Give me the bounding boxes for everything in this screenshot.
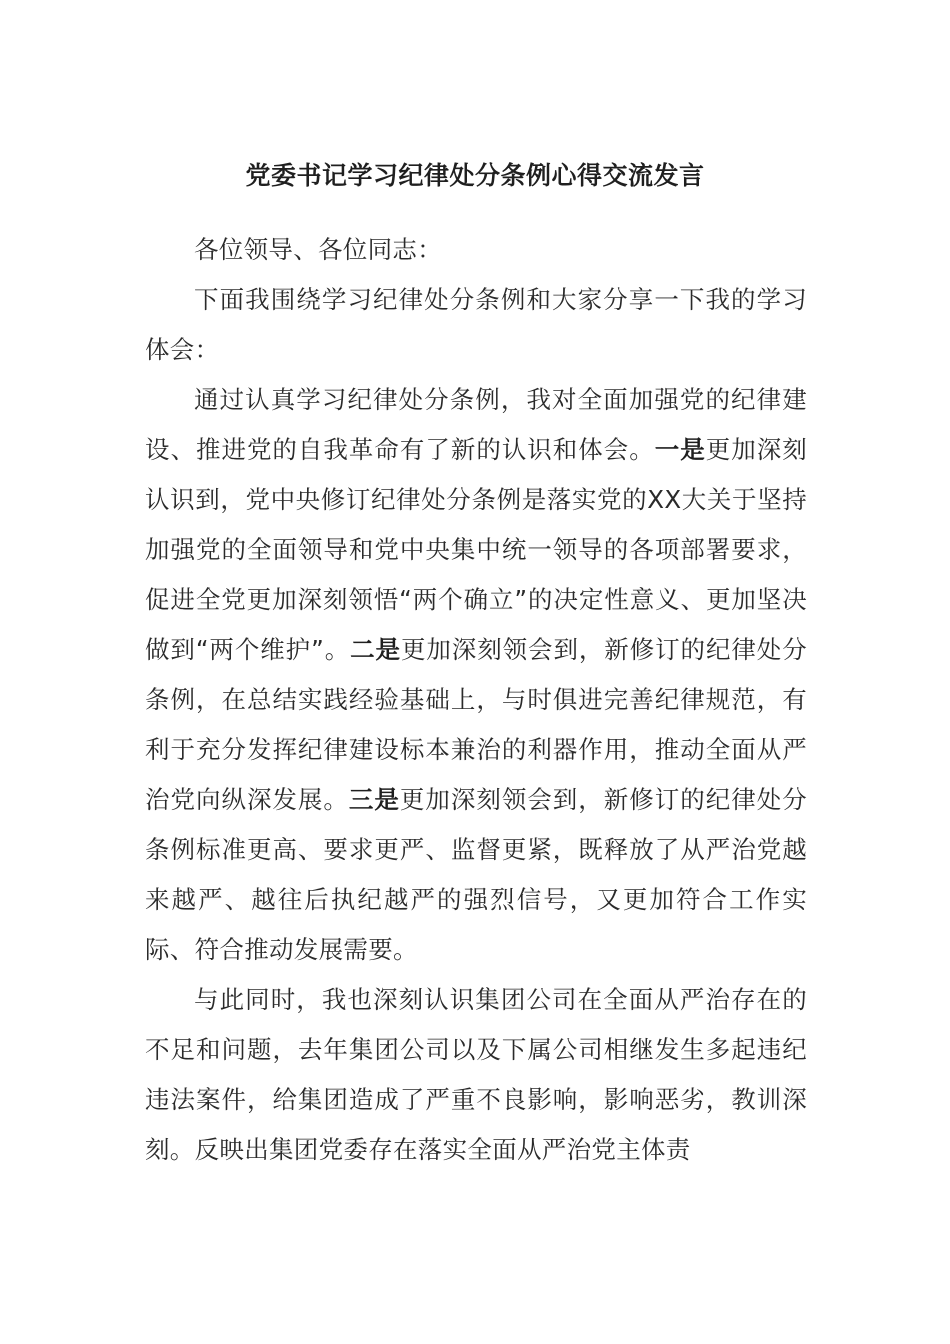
point-one-label: 一是 bbox=[654, 435, 706, 464]
paragraph-text: 通过认真学习纪律处分条例，我对全面加强党的纪律建设、推进党的自我革命有了新的认识和体会。 bbox=[145, 385, 807, 464]
document-body bbox=[145, 225, 807, 1175]
problems-paragraph: 与此同时，我也深刻认识集团公司在全面从严治存在的不足和问题，去年集团公司以及下属公司相继发生多起违纪违法案件，给集团造成了严重不良影响，影响恶劣，教训深刻。反映出集团党委存在落实全面从严治党主体责 bbox=[145, 985, 807, 1164]
greeting-paragraph: 各位领导、各位同志： bbox=[194, 235, 442, 264]
paragraph-text: 更加深刻认识到，党中央修订纪律处分条例是落实党的XX大关于坚持加强党的全面领导和党中央集中统一领导的各项部署要求，促进全党更加深刻领悟“两个确立”的决定性意义、更加坚决做到“两个维护”。 bbox=[145, 435, 807, 664]
point-two-label: 二是 bbox=[350, 635, 401, 664]
learning-paragraph bbox=[145, 375, 807, 975]
paragraph-text: 更加深刻领会到，新修订的纪律处分条例标准更高、要求更严、监督更紧，既释放了从严治党越来越严、越往后执纪越严的强烈信号，又更加符合工作实际、符合推动发展需要。 bbox=[145, 785, 807, 964]
document-title: 党委书记学习纪律处分条例心得交流发言 bbox=[245, 161, 705, 190]
point-three-label: 三是 bbox=[348, 785, 400, 814]
intro-paragraph: 下面我围绕学习纪律处分条例和大家分享一下我的学习体会： bbox=[145, 285, 807, 364]
paragraph-text: 更加深刻领会到，新修订的纪律处分条例，在总结实践经验基础上，与时俱进完善纪律规范，有利于充分发挥纪律建设标本兼治的利器作用，推动全面从严治党向纵深发展。 bbox=[145, 635, 807, 814]
